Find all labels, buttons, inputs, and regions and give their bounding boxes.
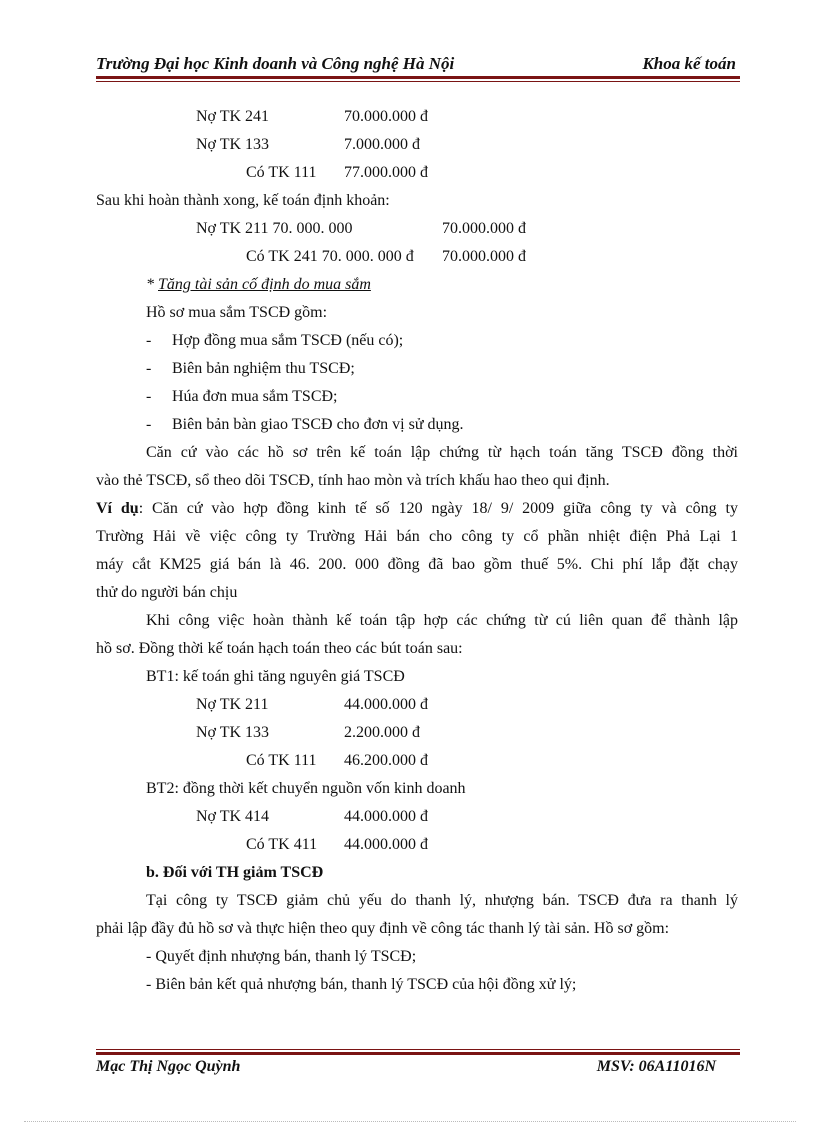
bt2-amount-2: 44.000.000 đ [344,836,428,853]
section-title-text: Tăng tài sản cố định do mua sắm [158,276,371,293]
intro-line: Sau khi hoàn thành xong, kế toán định khoản: [96,192,390,209]
list-b-item-2: - Biên bản kết quả nhượng bán, thanh lý TSCĐ của hội đồng xử lý; [146,976,577,993]
entry2-account-2: Có TK 241 70. 000. 000 đ [246,248,414,265]
footer-student-id: MSV: 06A11016N [596,1058,716,1075]
para1-line-1: Căn cứ vào các hồ sơ trên kế toán lập chứng từ hạch toán tăng TSCĐ đồng thời [146,444,738,461]
entry1-amount-3: 77.000.000 đ [344,164,428,181]
list-marker: - [146,388,152,405]
bt2-amount-1: 44.000.000 đ [344,808,428,825]
docs-item-3: Húa đơn mua sắm TSCĐ; [172,388,338,405]
docs-item-2: Biên bản nghiệm thu TSCĐ; [172,360,355,377]
entry1-account-3: Có TK 111 [246,164,317,181]
section-title [146,275,371,295]
bt1-amount-2: 2.200.000 đ [344,724,420,741]
para2-line-2: hồ sơ. Đồng thời kế toán hạch toán theo các bút toán sau: [96,640,463,657]
page-footer [96,1058,740,1080]
header-rule-thin [96,81,740,82]
example-line-4: thử do người bán chịu [96,584,238,601]
list-marker: - [146,360,152,377]
header-university: Trường Đại học Kinh doanh và Công nghệ Hà Nội [96,54,455,73]
example-label: Ví dụ [96,500,139,517]
bt2-account-2: Có TK 411 [246,836,318,853]
docs-heading: Hồ sơ mua sắm TSCĐ gồm: [146,304,328,321]
bt1-account-2: Nợ TK 133 [196,724,270,741]
page-header [96,52,740,76]
section-title-marker: * [146,276,158,293]
para3-line-2: phải lập đầy đủ hồ sơ và thực hiện theo quy định về công tác thanh lý tài sản. Hồ sơ gồm: [96,920,670,937]
footer-rule-thick [96,1052,740,1055]
para2-line-1: Khi công việc hoàn thành kế toán tập hợp các chứng từ cú liên quan để thành lập [146,612,738,629]
example-line-2: Trường Hải về việc công ty Trường Hải bán cho công ty cổ phần nhiệt điện Phả Lại 1 [96,528,738,545]
entry2-account-1: Nợ TK 211 70. 000. 000 [196,220,353,237]
footer-rule-thin [96,1049,740,1050]
para1-line-2: vào thẻ TSCĐ, sổ theo dõi TSCĐ, tính hao mòn và trích khấu hao theo qui định. [96,472,610,489]
bt1-title: BT1: kế toán ghi tăng nguyên giá TSCĐ [146,668,405,685]
list-b-item-1: - Quyết định nhượng bán, thanh lý TSCĐ; [146,948,417,965]
list-marker: - [146,416,152,433]
bt1-amount-3: 46.200.000 đ [344,752,428,769]
bt1-amount-1: 44.000.000 đ [344,696,428,713]
example-line-3: máy cắt KM25 giá bán là 46. 200. 000 đồng đã bao gồm thuế 5%. Chi phí lắp đặt chạy [96,556,738,573]
entry1-account-2: Nợ TK 133 [196,136,270,153]
example-text-1: : Căn cứ vào hợp đồng kinh tế số 120 ngày 18/ 9/ 2009 giữa công ty và công ty [138,500,738,517]
entry1-account-1: Nợ TK 241 [196,108,270,125]
docs-item-4: Biên bản bàn giao TSCĐ cho đơn vị sử dụng. [172,416,464,433]
bt1-account-3: Có TK 111 [246,752,317,769]
footer-author: Mạc Thị Ngọc Quỳnh [96,1058,241,1075]
header-rule-thick [96,76,740,79]
bt1-account-1: Nợ TK 211 [196,696,269,713]
entry2-amount-1: 70.000.000 đ [442,220,526,237]
para3-line-1: Tại công ty TSCĐ giảm chủ yếu do thanh lý, nhượng bán. TSCĐ đưa ra thanh lý [146,892,738,909]
entry1-amount-2: 7.000.000 đ [344,136,420,153]
example-line-1 [96,499,738,519]
bt2-title: BT2: đồng thời kết chuyển nguồn vốn kinh doanh [146,780,466,797]
entry1-amount-1: 70.000.000 đ [344,108,428,125]
section-b-title: b. Đối với TH giảm TSCĐ [146,864,324,881]
docs-item-1: Hợp đồng mua sắm TSCĐ (nếu có); [172,332,404,349]
bt2-account-1: Nợ TK 414 [196,808,270,825]
header-faculty: Khoa kế toán [642,54,736,73]
page-bottom-dotted-line [24,1121,796,1122]
list-marker: - [146,332,152,349]
entry2-amount-2: 70.000.000 đ [442,248,526,265]
